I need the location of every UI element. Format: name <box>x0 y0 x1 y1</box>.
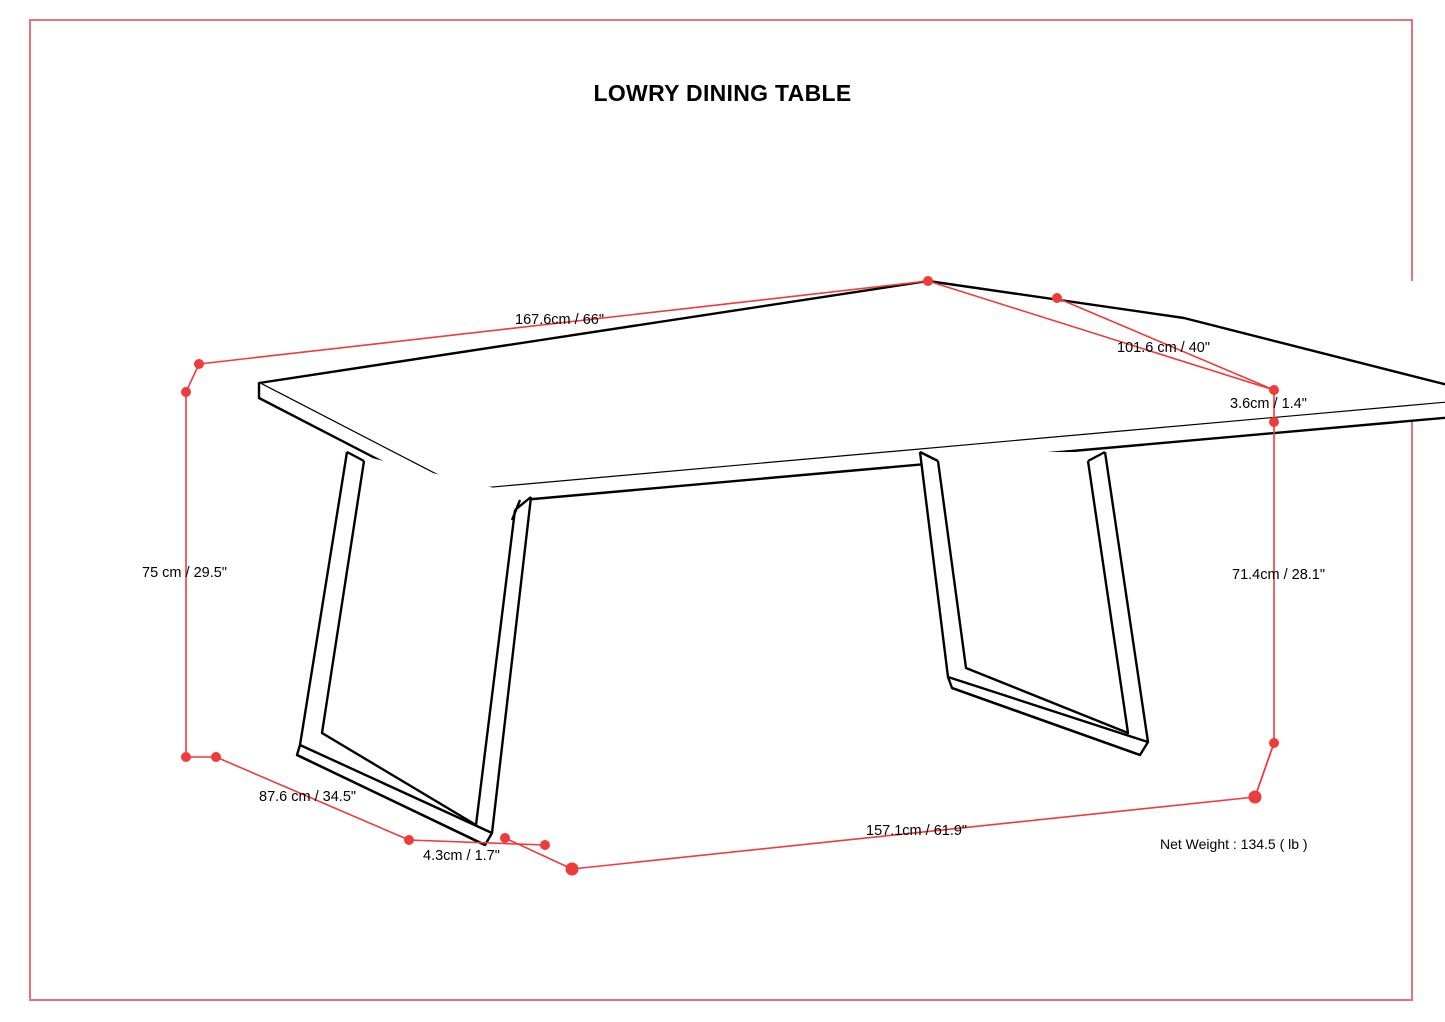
dot-thickness-bottom <box>1269 417 1279 427</box>
dot-base-width-right <box>1249 791 1262 804</box>
dot-bar-thickness-right <box>500 833 510 843</box>
dot-top-width-left <box>194 359 204 369</box>
label-base-width: 157.1cm / 61.9" <box>866 823 968 839</box>
net-weight-label: Net Weight : 134.5 ( lb ) <box>1160 836 1308 852</box>
dot-overall-height-bottom <box>181 752 191 762</box>
label-top-width: 167.6cm / 66" <box>515 312 604 328</box>
dot-overall-height-top <box>181 387 191 397</box>
label-base-bar-thickness: 4.3cm / 1.7" <box>423 848 500 864</box>
label-leg-height: 71.4cm / 28.1" <box>1232 567 1326 583</box>
dot-base-depth-right <box>404 835 414 845</box>
dim-bar-thickness-helper <box>505 838 572 869</box>
label-top-thickness: 3.6cm / 1.4" <box>1230 396 1307 412</box>
dot-leg-height-bottom <box>1269 738 1279 748</box>
dot-top-depth-right <box>1269 385 1279 395</box>
dot-top-depth-mid <box>1052 293 1062 303</box>
page-title: LOWRY DINING TABLE <box>593 80 852 106</box>
dim-base-width-right-helper <box>1255 743 1274 797</box>
dot-top-width-right <box>923 276 933 286</box>
label-overall-height: 75 cm / 29.5" <box>142 565 227 581</box>
label-base-depth: 87.6 cm / 34.5" <box>259 789 357 805</box>
dot-base-depth-left <box>211 752 221 762</box>
label-top-depth: 101.6 cm / 40" <box>1117 340 1211 356</box>
dot-base-width-left <box>566 863 579 876</box>
dot-bar-thickness-mid <box>540 840 550 850</box>
